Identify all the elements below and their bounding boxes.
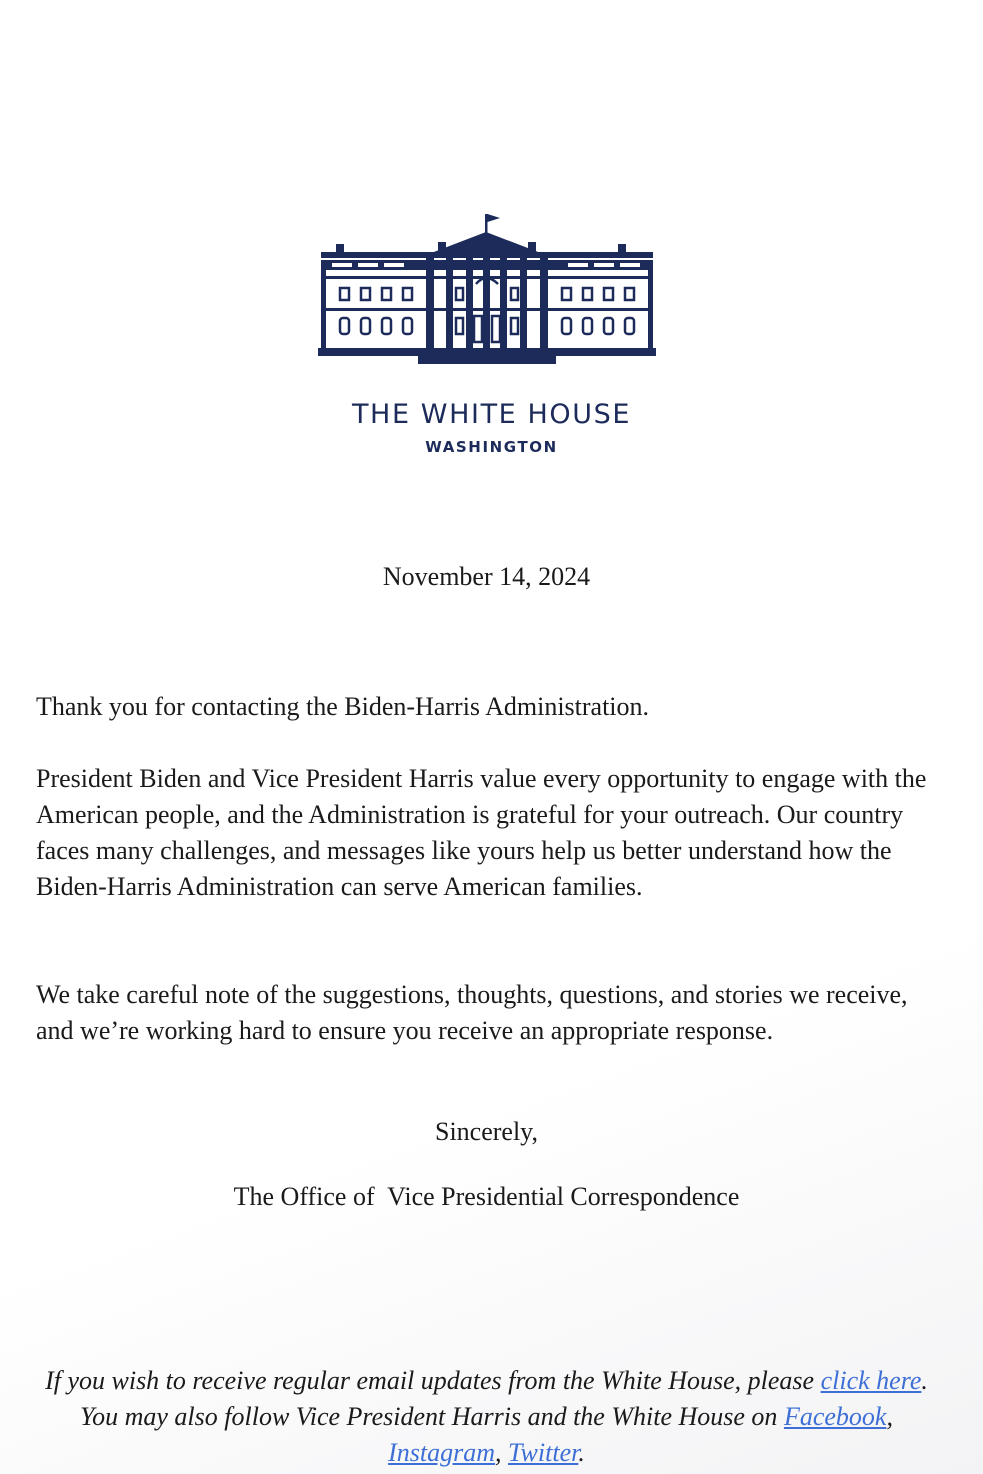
instagram-link[interactable]: Instagram bbox=[388, 1438, 496, 1467]
footer-text-middle: . You may also follow Vice President Harris and the White House on bbox=[80, 1366, 928, 1431]
letter-paragraph-1: Thank you for contacting the Biden-Harris Administration. bbox=[36, 692, 650, 721]
twitter-link[interactable]: Twitter bbox=[508, 1438, 579, 1467]
white-house-building-icon bbox=[318, 212, 656, 372]
letter-paragraph-2: President Biden and Vice President Harris value every opportunity to engage with the American people, and the Administration is grateful for your outreach. Our country faces many challenges, and messages like yours help us better understand how the Biden-Harris Administration can serve American families. bbox=[36, 764, 927, 901]
footer-notice bbox=[40, 1363, 933, 1471]
letter-signature: The Office of Vice Presidential Correspondence bbox=[233, 1182, 740, 1211]
letter-closing: Sincerely, bbox=[435, 1117, 538, 1146]
brand-subtitle: WASHINGTON bbox=[425, 438, 558, 456]
footer-separator-2: , bbox=[495, 1438, 509, 1467]
footer-separator-1: , bbox=[886, 1402, 893, 1431]
letter-date: November 14, 2024 bbox=[382, 562, 591, 591]
click-here-link[interactable]: click here bbox=[820, 1366, 922, 1395]
letter-paragraph-3: We take careful note of the suggestions, thoughts, questions, and stories we receive, and we’re working hard to ensure you receive an appropriate response. bbox=[36, 980, 908, 1045]
facebook-link[interactable]: Facebook bbox=[783, 1402, 887, 1431]
footer-text-before-link: If you wish to receive regular email updates from the White House, please bbox=[45, 1366, 821, 1395]
footer-text-end: . bbox=[578, 1438, 585, 1467]
brand-title: THE WHITE HOUSE bbox=[351, 399, 632, 430]
